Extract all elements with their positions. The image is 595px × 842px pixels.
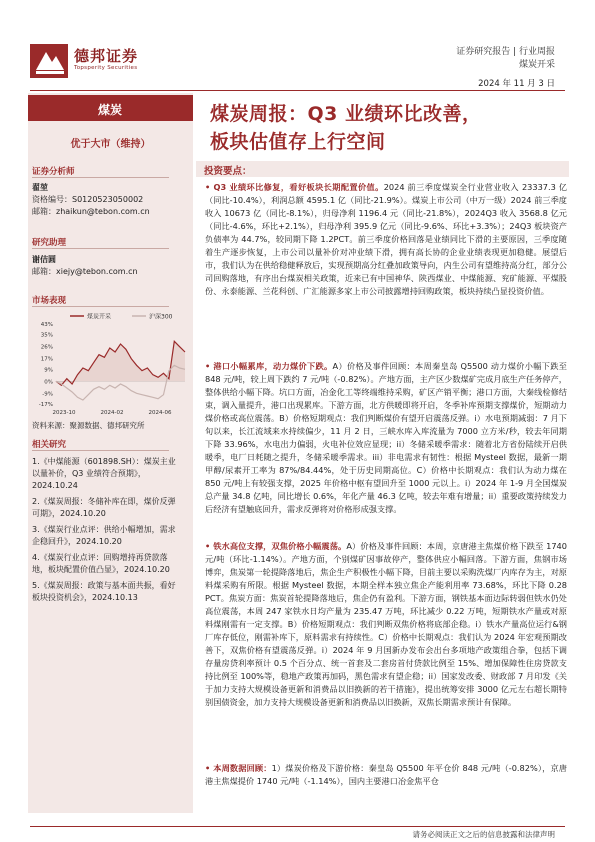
- x-tick-label: 2024-02: [100, 410, 124, 416]
- market-performance-chart: [30, 310, 190, 420]
- page-title: [210, 100, 570, 156]
- bullet-icon: •: [205, 763, 214, 773]
- analyst-name: 翟堃: [32, 183, 48, 192]
- y-tick-label: -9%: [42, 391, 53, 398]
- related-item[interactable]: 2.《煤炭周报：冬储补库在即，煤价反弹可期》，2024.10.20: [32, 497, 176, 518]
- analyst-section-title: 证券分析师: [32, 167, 75, 177]
- company-name-en: Topsperity Securities: [74, 65, 138, 71]
- assistant-email[interactable]: 邮箱：xiejy@tebon.com.cn: [32, 267, 138, 276]
- divider: [32, 248, 169, 249]
- paragraph-3: • 铁水高位支撑，双焦价格小幅震荡。A）价格及事件回顾：本周，京唐港主焦煤价格下跌至 1740 元/吨（环比-1.14%）。产地方面，个别煤矿因事故停产，整体供应小幅回落。下游方面，焦钢市场博弈，焦炭第一轮提降落地后，焦企生产积极性小幅下降，目前主要以采购洗煤厂内库存为主，对原料煤采购有所限。根据 Mysteel 数据，本期全样本独立焦企产能利用率 73.68%，环比下降 0.28 PCT。焦炭方面：焦炭首轮提降落地后，焦企仍有盈利。下游方面，钢铁基本面边际转弱但铁水仍处高位震荡，本周 247 家铁水日均产量为 235.47 万吨，环比减少 0.22 万吨，短期铁水产量或对原料煤刚需有一定支撑。B）价格短期观点：我们判断双焦价格将底部企稳。i）铁水产量高位运行&钢厂库存低位，刚需补库下，原料需求有持续性。C）价格中长期观点：我们认为 2024 年宏观预期改善下，双焦价格有望震荡反弹。i）2024 年 9 月国新办发布会出台多项地产政策组合拳，包括下调存量房贷利率预计 0.5 个百分点、统一首套及二套房首付贷款比例至 15%、增加保障性住房贷款支持比例至 100%等，稳地产政策再加码，黑色需求有望企稳；ii）国家发改委、财政部 7 月印发《关于加力支持大规模设备更新和消费品以旧换新的若干措施》，提出统筹安排 3000 亿元左右超长期特别国债资金，加力支持大规模设备更新和消费品以旧换新，双焦长期需求预计有保障。: [205, 541, 567, 707]
- related-item[interactable]: 4.《煤炭行业点评：回购增持再贷款落地，板块配置价值凸显》，2024.10.20: [32, 553, 170, 574]
- report-type: 证券研究报告 | 行业周报: [456, 47, 555, 57]
- title-line-2: 板块估值存上行空间: [210, 131, 386, 153]
- y-tick-label: 0%: [44, 379, 53, 386]
- rating: 优于大市（维持）: [70, 139, 151, 150]
- y-tick-label: 26%: [40, 344, 53, 351]
- paragraph-2: • 港口小幅累库，动力煤价下跌。A）价格及事件回顾：本周秦皇岛 Q5500 动力煤价小幅下跌至 848 元/吨，较上周下跌约 7 元/吨（-0.82%）。产地方面，主产区少数煤矿完成月底生产任务停产，整体供给小幅下降。坑口方面，冶金化工等终端维持采购，矿区产销平衡；港口方面，大秦线检修结束，调入量提升，港口出现累库。下游方面，北方供暖即将开启，冬季补库预期支撑煤价，短期动力煤价格或高位震荡。B）价格短期观点：我们判断煤价有望开启震荡反弹。i）水电预期减弱：7 月下旬以来，长江流域来水持续偏少，11 月 2 日，三峡水库入库流量为 7000 立方米/秒，较去年同期下降 33.96%，水电出力偏弱，火电补位效应显现；ii）冬储采暖季需求：随着北方省份陆续开启供暖季，电厂日耗随之提升，冬储采暖季需求。iii）非电需求有韧性：根据 Mysteel 数据，最新一期甲醇/尿素开工率为 87%/84.44%，处于历史同期高位。C）价格中长期观点：我们认为动力煤在 850 元/吨上有较强支撑，2025 年价格中枢有望回升至 1000 元以上。i）2024 年 1-9 月全国煤炭总产量 34.8 亿吨，同比增长 0.6%，年化产量 46.3 亿吨，较去年难有增量；ii）重要政策持续发力后经济有望触底回升，需求反弹将对价格形成强支撑。: [205, 361, 567, 514]
- divider: [32, 450, 169, 451]
- related-item[interactable]: 1.《中煤能源（601898.SH）：煤炭主业以量补价，Q3 业绩符合预期》，2024.10.24: [32, 457, 176, 490]
- assistant-section-title: 研究助理: [32, 238, 67, 248]
- bullet-icon: •: [205, 182, 214, 192]
- related-item[interactable]: 5.《煤炭周报：政策与基本面共振，看好板块投资机会》，2024.10.13: [32, 581, 176, 602]
- x-tick-label: 2023-10: [52, 410, 76, 416]
- company-name-cn: 德邦证券: [74, 47, 139, 65]
- y-tick-label: -17%: [38, 402, 53, 408]
- y-tick-label: 43%: [40, 322, 53, 328]
- chart-source: 资料来源：聚源数据、德邦研究所: [32, 421, 145, 430]
- bullet-icon: •: [205, 541, 214, 551]
- footer-divider: [30, 826, 565, 827]
- x-tick-label: 2024-06: [148, 410, 172, 416]
- analyst-email[interactable]: 邮箱：zhaikun@tebon.com.cn: [32, 207, 150, 216]
- footer-disclaimer: 请务必阅读正文之后的信息披露和法律声明: [412, 830, 555, 839]
- legend-label: 沪深300: [149, 313, 173, 321]
- report-subtype: 煤炭开采: [518, 60, 555, 70]
- company-logo-icon: [30, 44, 68, 78]
- y-tick-label: 9%: [44, 367, 53, 374]
- assistant-name: 谢佶圆: [32, 255, 56, 264]
- report-date: 2024 年 11 月 3 日: [478, 79, 555, 89]
- analyst-cert: 资格编号：S0120523050002: [32, 195, 144, 204]
- related-list: [32, 456, 182, 608]
- market-section-title: 市场表现: [32, 296, 67, 306]
- key-points-label: 投资要点：: [204, 166, 252, 177]
- y-tick-label: 35%: [40, 332, 53, 339]
- y-tick-label: 17%: [40, 356, 53, 363]
- related-section-title: 相关研究: [32, 440, 67, 450]
- sector-label: 煤炭: [28, 95, 193, 121]
- header-divider: [30, 90, 565, 91]
- related-item[interactable]: 3.《煤炭行业点评：供给小幅增加，需求企稳回升》，2024.10.20: [32, 525, 176, 546]
- paragraph-1: • Q3 业绩环比修复，看好板块长期配置价值。2024 前三季度煤炭全行业营业收入 23337.3 亿（同比-10.4%），利润总额 4595.1 亿（同比-21.9%）。煤炭上市公司（中万一级）2024 前三季度收入 10673 亿（同比-8.1%），归母净利 1196.4 元（同比-21.8%），2024Q3 收入 3568.8 亿元（同比-4.6%，环比+2.1%），归母净利 395.9 亿元（同比-9.6%、环比+3.3%）；24Q3 板块资产负债率为 44.7%，较同期下降 1.2PCT。前三季度价格回落是业绩同比下滑的主要原因，三季度随着生产逐步恢复，上市公司以量补价对冲业绩下滑，拥有高长协的企业业绩表现更加稳健。展望后市，我们认为在供给稳健释放后，实现预期高分红叠加政策导向，内生公司有望维持高分红，部分公司回购落地，有序出台煤炭相关政策，近来已有中国神华、陕西煤业、中煤能源、兖矿能源、平煤股份、永泰能源、兰花科创、广汇能源多家上市公司披露增持回购政策，板块持续凸显投资价值。: [205, 182, 567, 296]
- title-line-1: 煤炭周报：Q3 业绩环比改善，: [210, 103, 482, 125]
- divider: [32, 306, 169, 307]
- divider: [32, 177, 169, 178]
- legend-label: 煤炭开采: [87, 313, 112, 321]
- paragraph-4: • 本周数据回顾：1）煤炭价格及下游价格：秦皇岛 Q5500 年平仓价 848 元/吨（-0.82%），京唐港主焦煤提价 1740 元/吨（-1.14%），国内主要港口冶金焦平仓: [205, 763, 567, 786]
- bullet-icon: •: [205, 361, 214, 371]
